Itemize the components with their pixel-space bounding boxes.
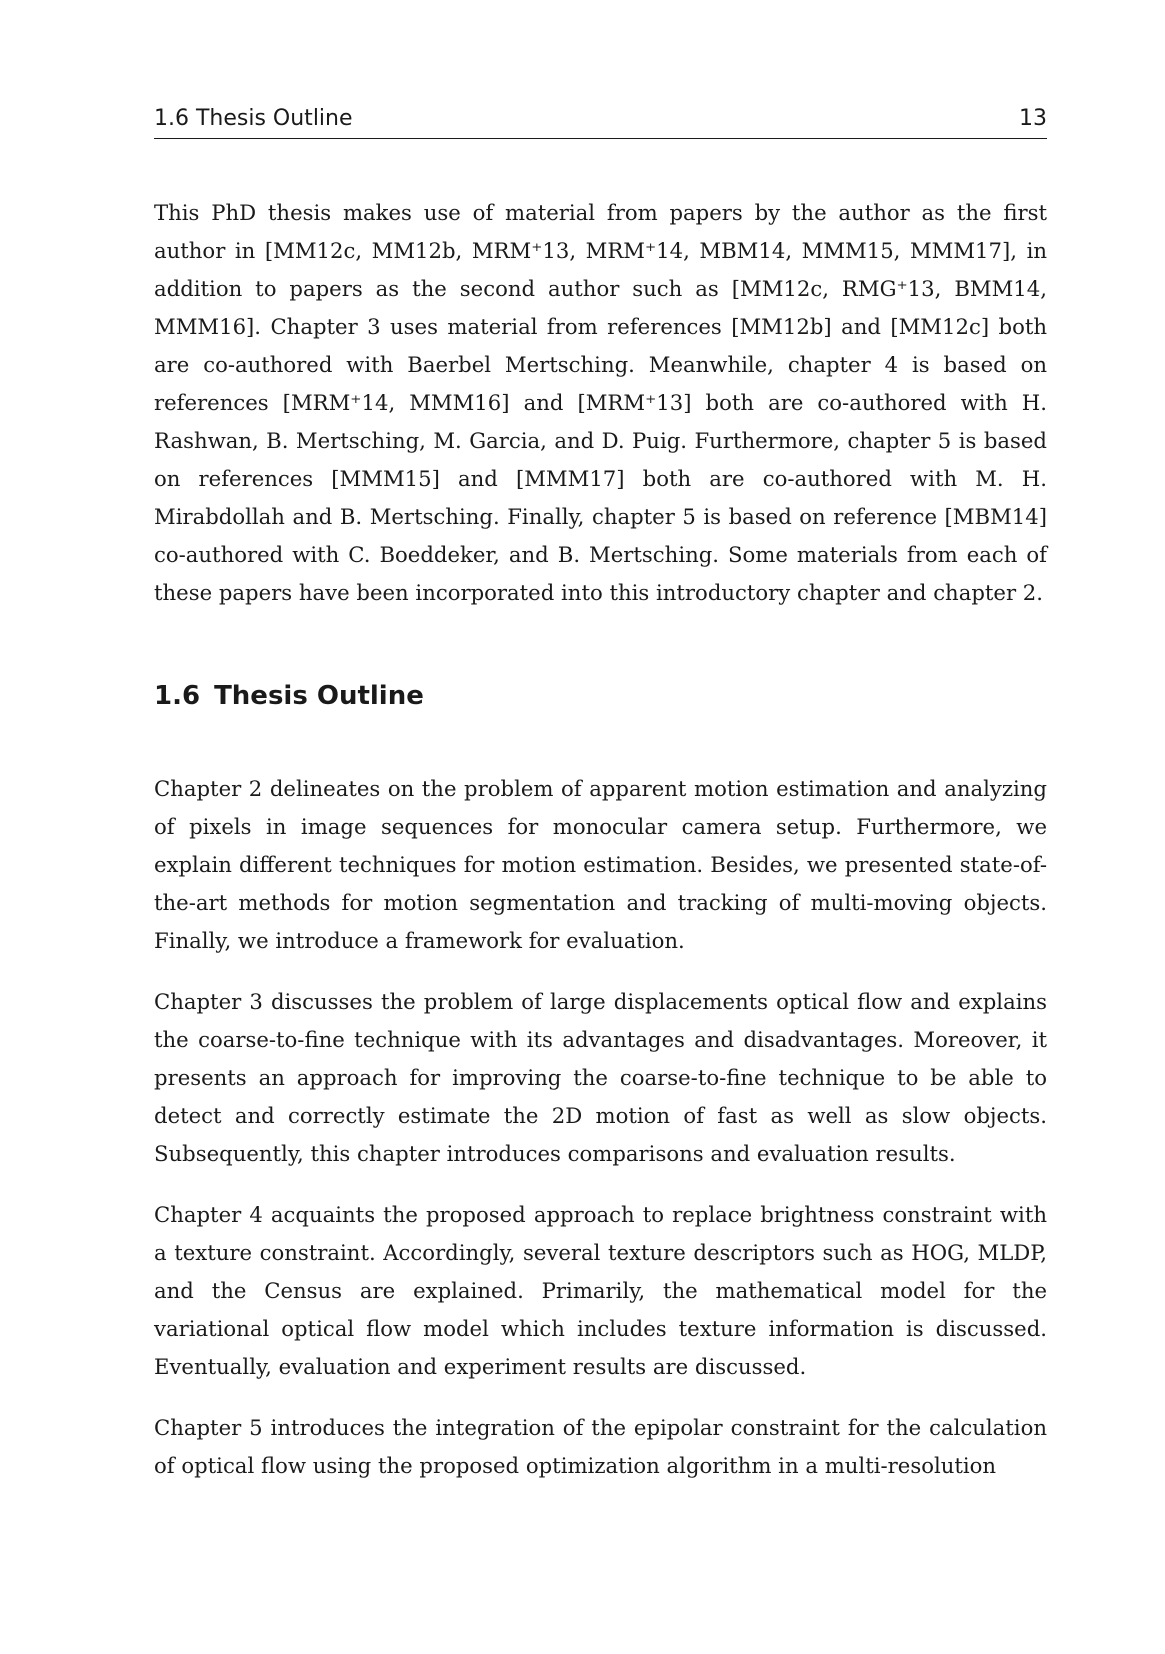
section-number: 1.6 <box>154 681 201 711</box>
paragraph-publications: This PhD thesis makes use of material from papers by the author as the first author in [MM12c, MM12b, MRM⁺13, MRM⁺14, MBM14, MMM15, MMM17], in addition to papers as the second author such as [MM12c, RMG⁺13, BMM14, MMM16]. Chapter 3 uses material from references [MM12b] and [MM12c] both are co-authored with Baerbel Mertsching. Meanwhile, chapter 4 is based on references [MRM⁺14, MMM16] and [MRM⁺13] both are co-authored with H. Rashwan, B. Mertsching, M. Garcia, and D. Puig. Furthermore, chapter 5 is based on references [MMM15] and [MMM17] both are co-authored with M. H. Mirabdollah and B. Mertsching. Finally, chapter 5 is based on reference [MBM14] co-authored with C. Boeddeker, and B. Mertsching. Some materials from each of these papers have been incorporated into this introductory chapter and chapter 2. <box>154 200 1047 605</box>
running-header-section-title: 1.6 Thesis Outline <box>154 106 353 131</box>
paragraph-chapter-4: Chapter 4 acquaints the proposed approach to replace brightness constraint with a texture constraint. Accordingly, several texture descriptors such as HOG, MLDP, and the Census are explained. Primarily, the mathematical model for the variational optical flow model which includes texture information is discussed. Eventually, evaluation and experiment results are discussed. <box>154 1202 1047 1379</box>
section-heading <box>154 681 424 711</box>
running-header <box>154 100 1047 139</box>
paragraph-chapter-5: Chapter 5 introduces the integration of the epipolar constraint for the calculation of optical flow using the proposed optimization algorithm in a multi-resolution <box>154 1415 1047 1478</box>
section-title: Thesis Outline <box>214 681 424 711</box>
paragraph-chapter-3: Chapter 3 discusses the problem of large displacements optical flow and explains the coarse-to-fine technique with its advantages and disadvantages. Moreover, it presents an approach for improving the coarse-to-fine technique to be able to detect and correctly estimate the 2D motion of fast as well as slow objects. Subsequently, this chapter introduces comparisons and evaluation results. <box>154 989 1047 1166</box>
page-number: 13 <box>1019 106 1047 131</box>
paragraph-chapter-2: Chapter 2 delineates on the problem of apparent motion estimation and analyzing of pixels in image sequences for monocular camera setup. Furthermore, we explain different techniques for motion estimation. Besides, we presented state-of-the-art methods for motion segmentation and tracking of multi-moving objects. Finally, we introduce a framework for evaluation. <box>154 776 1047 953</box>
